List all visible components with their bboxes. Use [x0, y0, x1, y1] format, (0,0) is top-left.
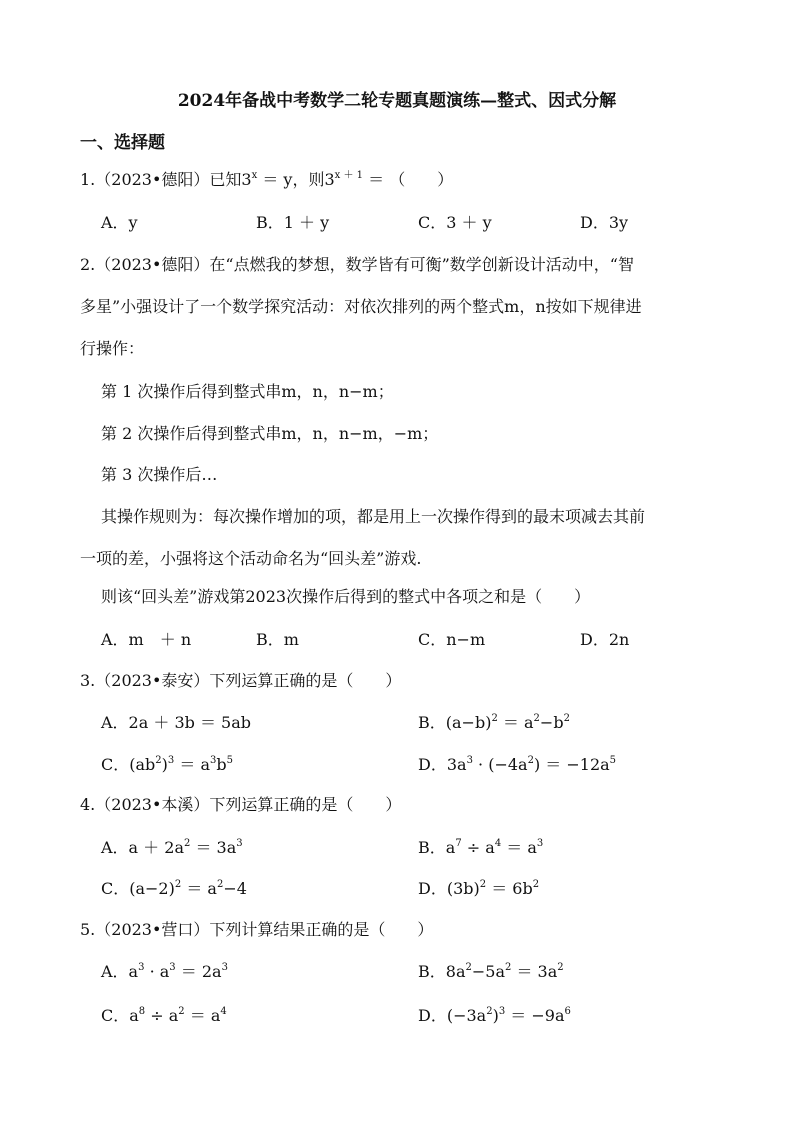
question-4-option-a: A．$a + 2a^2 = 3a^3$ — [101, 838, 243, 857]
question-1-option-c: C．3 ＋ y — [418, 213, 492, 232]
question-5-option-a: A．$a^3 \cdot a^3 = 2a^3$ — [101, 962, 228, 981]
question-2-stem-line-2: 多星”小强设计了一个数学探究活动：对依次排列的两个整式m，n按如下规律进 — [80, 297, 642, 316]
question-2-option-a: A．m ＋ n — [101, 630, 192, 649]
question-5-option-c: C．$a^8 \div a^2 = a^4$ — [101, 1006, 227, 1025]
question-1-option-a: A．y — [101, 213, 138, 232]
question-2-ask: 则该“回头差”游戏第2023次操作后得到的整式中各项之和是（ ） — [101, 587, 591, 606]
question-2-rule-line-1: 其操作规则为：每次操作增加的项，都是用上一次操作得到的最末项减去其前 — [101, 507, 646, 526]
question-2-option-b: B．m — [256, 630, 299, 649]
question-2-step-2: 第 2 次操作后得到整式串m，n，n−m，−m； — [101, 424, 439, 443]
question-3-option-b: B．$(a-b)^2 = a^2-b^2$ — [418, 713, 570, 732]
question-4-stem: 4.（2023•本溪）下列运算正确的是（ ） — [80, 795, 402, 814]
question-2-stem-line-1: 2.（2023•德阳）在“点燃我的梦想，数学皆有可衡”数学创新设计活动中，“智 — [80, 255, 634, 274]
question-3-option-d: D．$3a^3 \cdot (-4a^2) = -12a^5$ — [418, 755, 617, 774]
question-3-stem: 3.（2023•泰安）下列运算正确的是（ ） — [80, 671, 402, 690]
question-3-option-a: A．2a ＋ 3b ＝ 5ab — [101, 713, 252, 732]
question-3-option-c: C．$(ab^2)^3 = a^3b^5$ — [101, 755, 233, 774]
question-4-option-b: B．$a^7 \div a^4 = a^3$ — [418, 838, 544, 857]
question-5-option-d: D．$(-3a^2)^3 = -9a^6$ — [418, 1006, 571, 1025]
question-5-stem: 5.（2023•营口）下列计算结果正确的是（ ） — [80, 920, 434, 939]
question-2-option-c: C．n−m — [418, 630, 486, 649]
question-2-rule-line-2: 一项的差，小强将这个活动命名为“回头差”游戏. — [80, 549, 422, 568]
question-4-option-d: D．$(3b)^2 = 6b^2$ — [418, 879, 540, 898]
page-title: 2024年备战中考数学二轮专题真题演练—整式、因式分解 — [177, 91, 617, 111]
question-5-option-b: B．$8a^2-5a^2 = 3a^2$ — [418, 962, 564, 981]
question-1-stem: 1.（2023•德阳）已知$3^x = y$，则$3^{x + 1}$ ＝ （ ） — [80, 170, 454, 189]
question-2-step-3: 第 3 次操作后… — [101, 465, 218, 484]
question-1-option-b: B．1 ＋ y — [256, 213, 330, 232]
question-1-option-d: D．3y — [580, 213, 629, 232]
question-2-stem-line-3: 行操作： — [80, 339, 145, 358]
section-heading: 一、选择题 — [80, 133, 165, 153]
question-2-option-d: D．2n — [580, 630, 630, 649]
question-4-option-c: C．$(a-2)^2 = a^2-4$ — [101, 879, 247, 898]
question-2-step-1: 第 1 次操作后得到整式串m，n，n−m； — [101, 382, 394, 401]
